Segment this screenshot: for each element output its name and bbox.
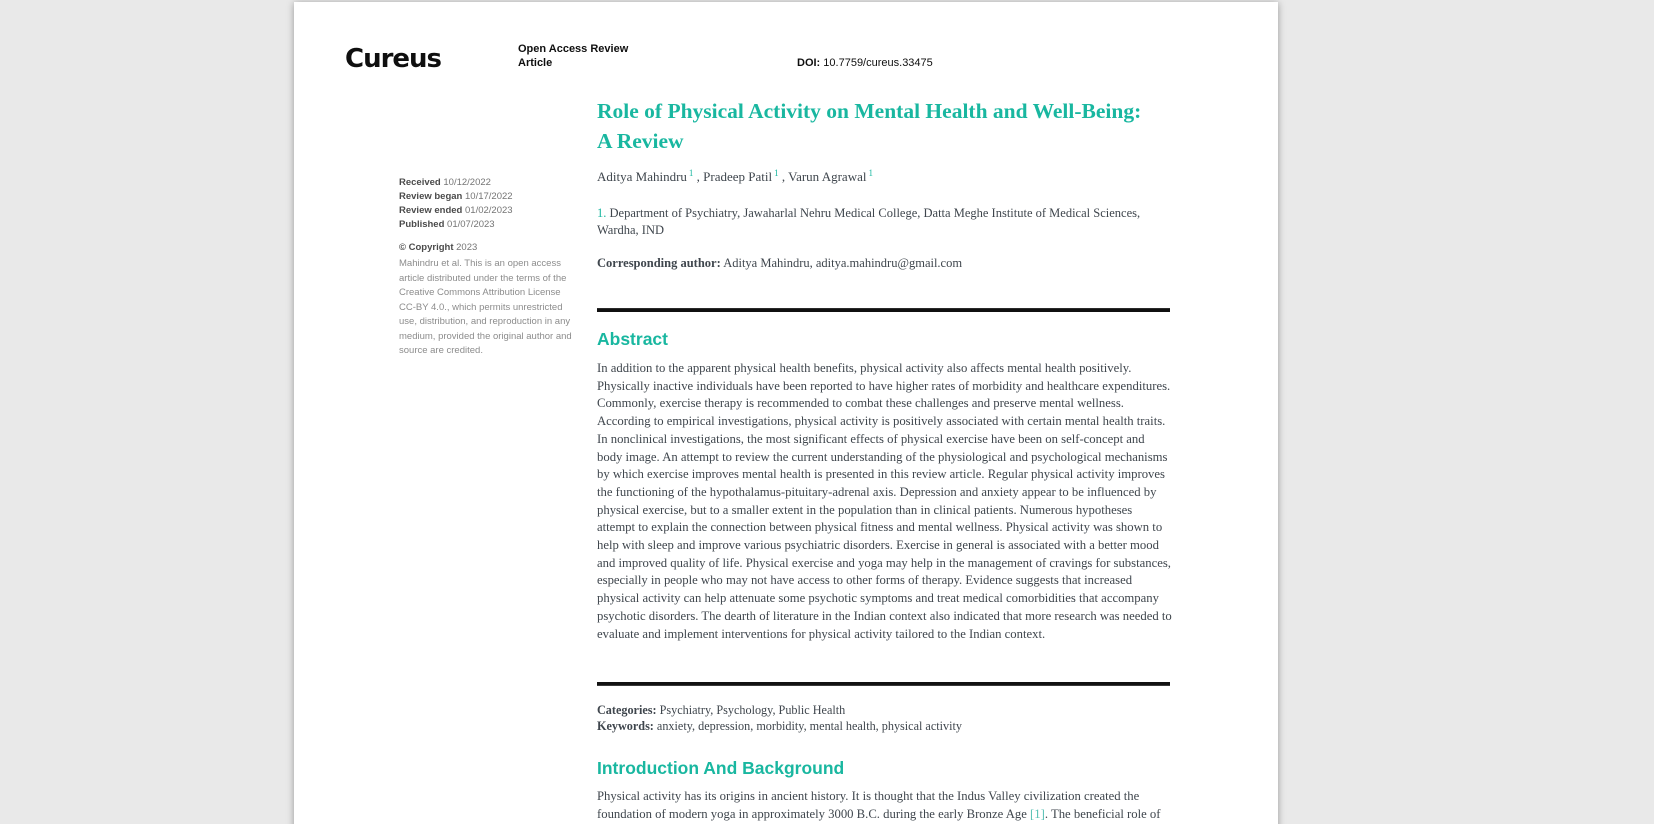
published-date bbox=[399, 218, 577, 232]
affiliation-line bbox=[597, 205, 1170, 239]
review-began-label: Review began bbox=[399, 191, 463, 202]
categories-line bbox=[597, 703, 1170, 719]
author-separator: , bbox=[693, 169, 704, 185]
introduction-text-segment: Physical activity has its origins in ancient history. It is thought that the Indus Valley civilization created the foundation of modern yoga in approximately 3000 B.C. during the early Bronze Age bbox=[597, 789, 1140, 821]
review-metadata-column bbox=[399, 176, 577, 359]
keywords-line bbox=[597, 719, 1170, 735]
affiliation-text: Department of Psychiatry, Jawaharlal Nehru Medical College, Datta Meghe Institute of Medical Sciences, Wardha, IND bbox=[597, 206, 1141, 237]
article-type-label: Open Access Review Article bbox=[518, 43, 629, 69]
categories-value: Psychiatry, Psychology, Public Health bbox=[659, 703, 846, 717]
review-ended-value: 01/02/2023 bbox=[465, 205, 513, 216]
copyright-year: 2023 bbox=[456, 242, 478, 253]
received-label: Received bbox=[399, 177, 441, 188]
copyright-license-text: Mahindru et al. This is an open access article distributed under the terms of the Creative Commons Attribution License CC-BY 4.0., which permits unrestricted use, distribution, and reproduction in any medium, provided the original author and source are credited. bbox=[399, 258, 572, 356]
pdf-page bbox=[294, 2, 1278, 824]
citation-link-1[interactable]: [1] bbox=[1030, 806, 1045, 821]
author bbox=[703, 169, 788, 184]
keywords-label: Keywords: bbox=[597, 718, 654, 733]
categories-label: Categories: bbox=[597, 703, 657, 717]
doi-line bbox=[797, 57, 933, 69]
doi-label: DOI: bbox=[797, 57, 821, 69]
introduction-text-segment: . The beneficial role of bbox=[1044, 806, 1161, 821]
author-name: Pradeep Patil bbox=[703, 169, 773, 185]
article-title: Role of Physical Activity on Mental Health and Well-Being: A Review bbox=[597, 99, 1142, 153]
published-label: Published bbox=[399, 219, 445, 230]
author-affiliation-superscript: 1 bbox=[868, 168, 873, 178]
categories-keywords-block bbox=[597, 703, 1170, 734]
cureus-logo: Cureus bbox=[345, 44, 442, 74]
abstract-text: In addition to the apparent physical health benefits, physical activity also affects mental health positively. Physically inactive individuals have been reported to have higher rates of morbidity and healthcare expenditures. Commonly, exercise therapy is recommended to combat these challenges and preserve mental wellness. According to empirical investigations, physical activity is positively associated with certain mental health traits. In nonclinical investigations, the most significant effects of physical exercise have been on self-concept and body image. An attempt to review the current understanding of the physiological and psychological mechanisms by which exercise improves mental health is presented in this review article. Regular physical activity improves the functioning of the hypothalamus-pituitary-adrenal axis. Depression and anxiety appear to be influenced by physical exercise, but to a smaller extent in the population than in clinical patients. Numerous hypotheses attempt to explain the connection between physical fitness and mental wellness. Physical activity was shown to help with sleep and improve various psychiatric disorders. Exercise in general is associated with a better mood and improved quality of life. Physical exercise and yoga may help in the management of cravings for substances, especially in people who may not have access to other forms of therapy. Evidence suggests that increased physical activity can help attenuate some psychotic symptoms and treat medical comorbidities that accompany psychotic disorders. The dearth of literature in the Indian context also indicated that more research was needed to evaluate and implement interventions for physical activity tailored to the Indian context. bbox=[597, 361, 1172, 641]
author bbox=[788, 169, 873, 184]
review-began-date bbox=[399, 190, 577, 204]
author-affiliation-superscript: 1 bbox=[774, 168, 779, 178]
keywords-value: anxiety, depression, morbidity, mental health, physical activity bbox=[656, 718, 962, 733]
introduction-heading: Introduction And Background bbox=[597, 758, 845, 778]
divider-double-rule bbox=[597, 308, 1170, 312]
author-separator: , bbox=[778, 169, 789, 185]
author-list bbox=[597, 168, 1170, 185]
corresponding-author-value: Aditya Mahindru, aditya.mahindru@gmail.com bbox=[723, 256, 963, 270]
review-began-value: 10/17/2022 bbox=[465, 191, 513, 202]
review-ended-date bbox=[399, 204, 577, 218]
affiliation-number: 1. bbox=[597, 206, 607, 220]
published-value: 01/07/2023 bbox=[447, 219, 495, 230]
received-date bbox=[399, 176, 577, 190]
copyright-label: © Copyright bbox=[399, 242, 454, 253]
review-ended-label: Review ended bbox=[399, 205, 463, 216]
doi-value: 10.7759/cureus.33475 bbox=[823, 57, 933, 69]
corresponding-author-line bbox=[597, 256, 1170, 271]
corresponding-author-label: Corresponding author: bbox=[597, 256, 721, 270]
divider-single-rule bbox=[597, 682, 1170, 686]
author bbox=[597, 169, 703, 184]
author-name: Aditya Mahindru bbox=[597, 169, 687, 185]
abstract-heading: Abstract bbox=[597, 329, 668, 349]
author-name: Varun Agrawal bbox=[788, 169, 867, 185]
received-value: 10/12/2022 bbox=[443, 177, 491, 188]
introduction-text bbox=[597, 788, 1173, 823]
author-affiliation-superscript: 1 bbox=[688, 168, 694, 178]
copyright-heading bbox=[399, 241, 577, 255]
